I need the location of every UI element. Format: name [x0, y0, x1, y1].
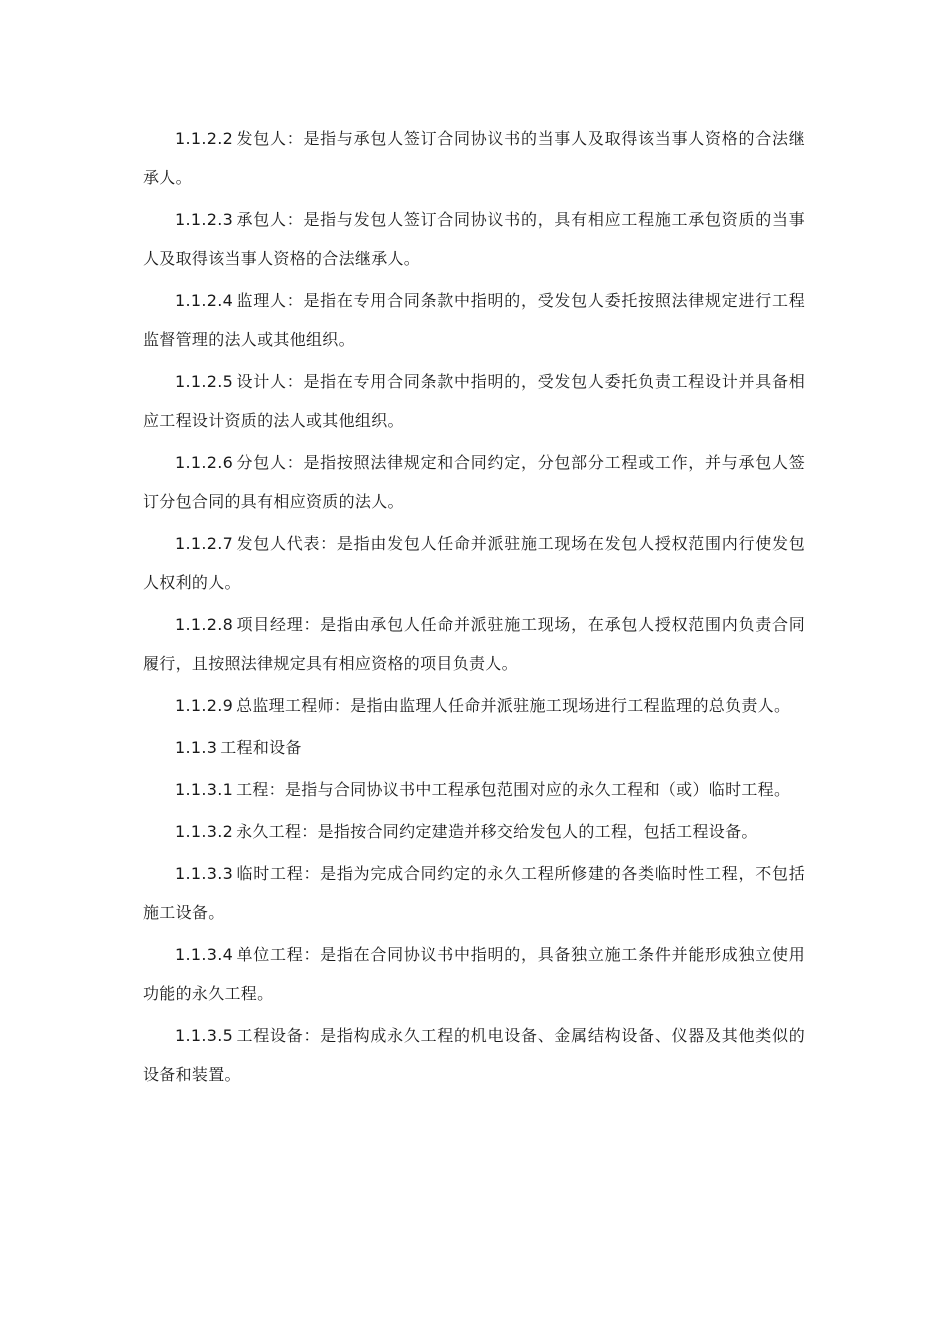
clause-text: 分包人：是指按照法律规定和合同约定，分包部分工程或工作，并与承包人签订分包合同的具有相应资质的法人。 [143, 453, 805, 511]
clause-1-1-2-4 [143, 281, 805, 359]
clause-1-1-3-3 [143, 854, 805, 932]
clause-number: 1.1.2.3 [175, 210, 234, 229]
clause-text: 发包人代表：是指由发包人任命并派驻施工现场在发包人授权范围内行使发包人权利的人。 [143, 534, 805, 592]
clause-number: 1.1.2.8 [175, 615, 234, 634]
clause-text: 承包人：是指与发包人签订合同协议书的，具有相应工程施工承包资质的当事人及取得该当事人资格的合法继承人。 [143, 210, 805, 268]
clause-1-1-2-8 [143, 605, 805, 683]
clause-1-1-3-1 [143, 770, 805, 809]
clause-number: 1.1.2.6 [175, 453, 234, 472]
clause-text: 发包人：是指与承包人签订合同协议书的当事人及取得该当事人资格的合法继承人。 [143, 129, 805, 187]
clause-1-1-3-2 [143, 812, 805, 851]
clause-1-1-3-4 [143, 935, 805, 1013]
clause-1-1-2-6 [143, 443, 805, 521]
clause-1-1-2-5 [143, 362, 805, 440]
clause-text: 工程设备：是指构成永久工程的机电设备、金属结构设备、仪器及其他类似的设备和装置。 [143, 1026, 805, 1084]
clause-1-1-3-5 [143, 1016, 805, 1094]
clause-1-1-2-2 [143, 119, 805, 197]
clause-text: 永久工程：是指按合同约定建造并移交给发包人的工程，包括工程设备。 [236, 822, 758, 841]
clause-text: 临时工程：是指为完成合同约定的永久工程所修建的各类临时性工程，不包括施工设备。 [143, 864, 805, 922]
clause-number: 1.1.3.1 [175, 780, 234, 799]
clause-text: 监理人：是指在专用合同条款中指明的，受发包人委托按照法律规定进行工程监督管理的法人或其他组织。 [143, 291, 805, 349]
clause-number: 1.1.2.7 [175, 534, 234, 553]
clause-number: 1.1.3.4 [175, 945, 234, 964]
document-body [143, 119, 805, 1097]
clause-text: 工程：是指与合同协议书中工程承包范围对应的永久工程和（或）临时工程。 [236, 780, 791, 799]
clause-number: 1.1.2.5 [175, 372, 234, 391]
section-heading-1-1-3 [143, 728, 805, 767]
clause-number: 1.1.2.9 [175, 696, 234, 715]
clause-number: 1.1.3.5 [175, 1026, 234, 1045]
clause-text: 设计人：是指在专用合同条款中指明的，受发包人委托负责工程设计并具备相应工程设计资质的法人或其他组织。 [143, 372, 805, 430]
clause-number: 1.1.2.4 [175, 291, 234, 310]
clause-number: 1.1.2.2 [175, 129, 234, 148]
clause-1-1-2-9 [143, 686, 805, 725]
clause-text: 项目经理：是指由承包人任命并派驻施工现场，在承包人授权范围内负责合同履行，且按照法律规定具有相应资格的项目负责人。 [143, 615, 805, 673]
clause-text: 总监理工程师：是指由监理人任命并派驻施工现场进行工程监理的总负责人。 [236, 696, 791, 715]
clause-number: 1.1.3.2 [175, 822, 234, 841]
clause-1-1-2-7 [143, 524, 805, 602]
clause-number: 1.1.3.3 [175, 864, 234, 883]
section-title: 工程和设备 [220, 738, 302, 757]
clause-1-1-2-3 [143, 200, 805, 278]
clause-text: 单位工程：是指在合同协议书中指明的，具备独立施工条件并能形成独立使用功能的永久工程。 [143, 945, 805, 1003]
section-number: 1.1.3 [175, 738, 218, 757]
